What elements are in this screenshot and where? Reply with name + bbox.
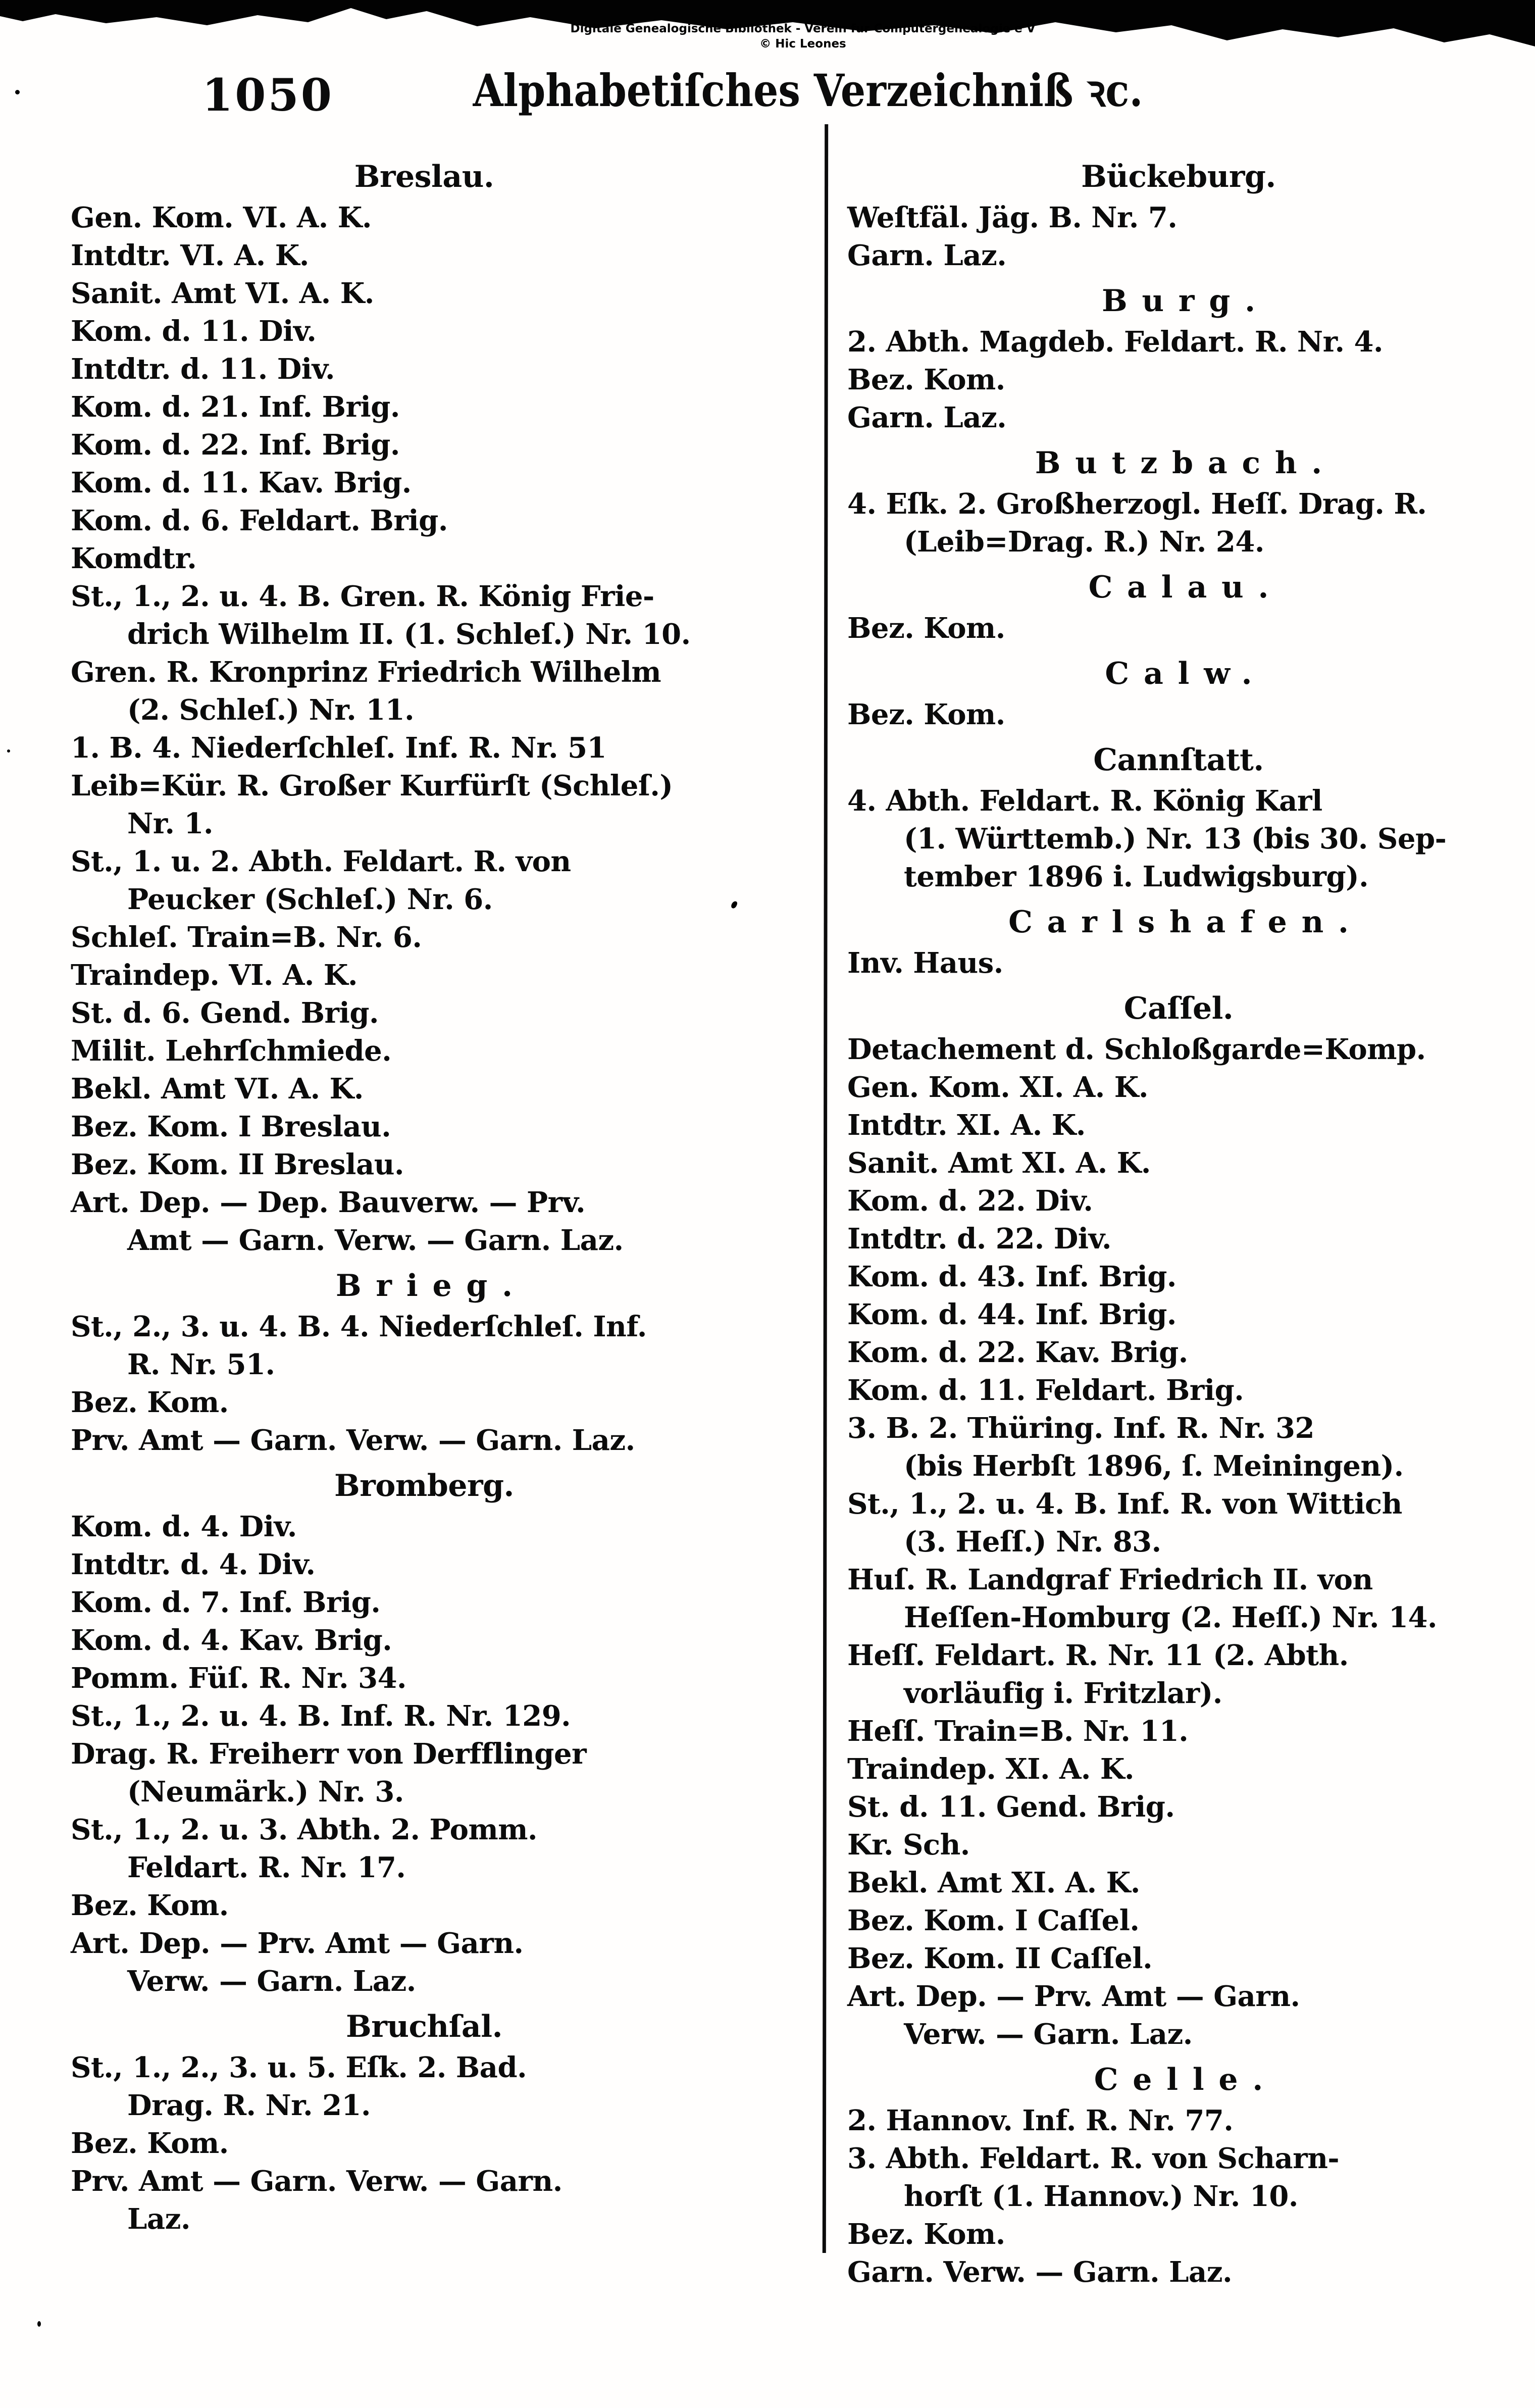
entry-line: Kom. d. 11. Feldart. Brig. bbox=[847, 1374, 1244, 1407]
entry-line: Schleſ. Train=B. Nr. 6. bbox=[71, 921, 422, 954]
section-heading: Bückeburg. bbox=[1081, 159, 1276, 194]
left-column bbox=[71, 150, 778, 2238]
entry-line: Bez. Kom. bbox=[847, 698, 1005, 731]
entry-line: Bez. Kom. bbox=[847, 363, 1005, 396]
entry-line: Kom. d. 11. Kav. Brig. bbox=[71, 466, 412, 499]
entry-line: Kom. d. 22. Inf. Brig. bbox=[71, 428, 400, 462]
entry-line: Leib=Kür. R. Großer Kurfürſt (Schleſ.) bbox=[71, 769, 673, 802]
entry-line: Gen. Kom. VI. A. K. bbox=[71, 201, 372, 234]
entry-line: Intdtr. d. 11. Div. bbox=[71, 353, 335, 386]
entry-line: Intdtr. d. 22. Div. bbox=[847, 1222, 1111, 1256]
entry-line: (1. Württemb.) Nr. 13 (bis 30. Sep- bbox=[904, 822, 1447, 856]
entry-line: Kom. d. 43. Inf. Brig. bbox=[847, 1260, 1176, 1293]
entry-line: 2. Abth. Magdeb. Feldart. R. Nr. 4. bbox=[847, 325, 1383, 359]
entry-line: 3. B. 2. Thüring. Inf. R. Nr. 32 bbox=[847, 1412, 1314, 1445]
entry-line: Verw. — Garn. Laz. bbox=[904, 2018, 1193, 2051]
entry-line: Kom. d. 7. Inf. Brig. bbox=[71, 1586, 381, 1619]
entry-line: Detachement d. Schloßgarde=Komp. bbox=[847, 1033, 1426, 1066]
section-heading: Butzbach. bbox=[1035, 445, 1337, 481]
entry-line: Kom. d. 4. Div. bbox=[71, 1510, 297, 1543]
entry-line: (Leib=Drag. R.) Nr. 24. bbox=[904, 525, 1264, 559]
entry-line: Feldart. R. Nr. 17. bbox=[127, 1851, 406, 1884]
entry-line: tember 1896 i. Ludwigsburg). bbox=[904, 860, 1369, 893]
entry-line: Kom. d. 22. Div. bbox=[847, 1184, 1093, 1218]
entry-line: Kr. Sch. bbox=[847, 1828, 970, 1862]
entry-line: Bez. Kom. bbox=[847, 2218, 1005, 2251]
entry-line: St., 1., 2. u. 4. B. Inf. R. Nr. 129. bbox=[71, 1699, 571, 1733]
entry-line: Bez. Kom. bbox=[847, 612, 1005, 645]
entry-line: Pomm. Füſ. R. Nr. 34. bbox=[71, 1662, 407, 1695]
entry-line: Intdtr. VI. A. K. bbox=[71, 239, 309, 272]
entry-line: 4. Abth. Feldart. R. König Karl bbox=[847, 784, 1322, 818]
entry-line: Kom. d. 22. Kav. Brig. bbox=[847, 1336, 1188, 1369]
entry-line: 2. Hannov. Inf. R. Nr. 77. bbox=[847, 2104, 1234, 2137]
entry-line: Bez. Kom. II Breslau. bbox=[71, 1148, 404, 1181]
entry-line: Kom. d. 4. Kav. Brig. bbox=[71, 1624, 392, 1657]
entry-line: Bez. Kom. bbox=[71, 2127, 229, 2160]
entry-line: (bis Herbſt 1896, ſ. Meiningen). bbox=[904, 1449, 1404, 1483]
entry-line: Gren. R. Kronprinz Friedrich Wilhelm bbox=[71, 656, 661, 689]
entry-line: Art. Dep. — Prv. Amt — Garn. bbox=[71, 1927, 524, 1960]
entry-line: Verw. — Garn. Laz. bbox=[127, 1965, 416, 1998]
section-heading: Burg. bbox=[1102, 283, 1270, 319]
entry-line: Amt — Garn. Verw. — Garn. Laz. bbox=[127, 1224, 624, 1257]
entry-line: Prv. Amt — Garn. Verw. — Garn. Laz. bbox=[71, 1424, 635, 1457]
entry-line: Huſ. R. Landgraf Friedrich II. von bbox=[847, 1563, 1373, 1596]
entry-line: St., 1., 2. u. 4. B. Inf. R. von Wittich bbox=[847, 1487, 1402, 1521]
entry-line: (3. Heſſ.) Nr. 83. bbox=[904, 1525, 1161, 1559]
entry-line: Art. Dep. — Dep. Bauverw. — Prv. bbox=[71, 1186, 586, 1219]
entry-line: Bekl. Amt VI. A. K. bbox=[71, 1072, 364, 1106]
entry-line: Prv. Amt — Garn. Verw. — Garn. bbox=[71, 2165, 562, 2198]
watermark-line2: © Hic Leones bbox=[759, 37, 846, 51]
right-column bbox=[847, 150, 1510, 2291]
entry-line: Bez. Kom. II Caſſel. bbox=[847, 1942, 1153, 1975]
entry-line: Inv. Haus. bbox=[847, 946, 1003, 980]
entry-line: Bez. Kom. bbox=[71, 1386, 229, 1419]
entry-line: horſt (1. Hannov.) Nr. 10. bbox=[904, 2180, 1298, 2213]
entry-line: 1. B. 4. Niederſchleſ. Inf. R. Nr. 51 bbox=[71, 731, 607, 765]
entry-line: Heſſen-Homburg (2. Heſſ.) Nr. 14. bbox=[904, 1601, 1437, 1634]
entry-line: Drag. R. Freiherr von Derfflinger bbox=[71, 1737, 587, 1771]
entry-line: R. Nr. 51. bbox=[127, 1348, 275, 1381]
section-heading: Calau. bbox=[1088, 570, 1284, 605]
section-heading: Celle. bbox=[1094, 2062, 1278, 2097]
section-heading: Caſſel. bbox=[1123, 991, 1234, 1026]
entry-line: Bez. Kom. I Caſſel. bbox=[847, 1904, 1140, 1937]
entry-line: Milit. Lehrſchmiede. bbox=[71, 1034, 392, 1068]
entry-line: Traindep. XI. A. K. bbox=[847, 1752, 1135, 1786]
section-heading: Brieg. bbox=[335, 1268, 527, 1303]
entry-line: Peucker (Schleſ.) Nr. 6. bbox=[127, 883, 493, 916]
entry-line: Garn. Verw. — Garn. Laz. bbox=[847, 2255, 1233, 2289]
scan-speck bbox=[15, 90, 20, 94]
entry-line: Kom. d. 44. Inf. Brig. bbox=[847, 1298, 1176, 1331]
entry-line: (2. Schleſ.) Nr. 11. bbox=[127, 693, 415, 727]
entry-line: Garn. Laz. bbox=[847, 401, 1007, 434]
page-title: Alphabetiſches Verzeichniß ꝛc. bbox=[473, 64, 1143, 117]
entry-line: Intdtr. XI. A. K. bbox=[847, 1109, 1086, 1142]
entry-line: Kom. d. 21. Inf. Brig. bbox=[71, 390, 400, 424]
entry-line: St., 1. u. 2. Abth. Feldart. R. von bbox=[71, 845, 571, 878]
entry-line: Heſſ. Feldart. R. Nr. 11 (2. Abth. bbox=[847, 1639, 1349, 1672]
entry-line: Weſtfäl. Jäg. B. Nr. 7. bbox=[847, 201, 1178, 234]
entry-line: 3. Abth. Feldart. R. von Scharn- bbox=[847, 2142, 1340, 2175]
entry-line: Sanit. Amt VI. A. K. bbox=[71, 277, 374, 310]
entry-line: Kom. d. 11. Div. bbox=[71, 315, 317, 348]
entry-line: Garn. Laz. bbox=[847, 239, 1007, 272]
entry-line: Bez. Kom. bbox=[71, 1889, 229, 1922]
section-heading: Cannſtatt. bbox=[1093, 742, 1264, 778]
section-heading: Calw. bbox=[1105, 656, 1267, 691]
section-heading: Carlshafen. bbox=[1008, 905, 1363, 940]
entry-line: drich Wilhelm II. (1. Schleſ.) Nr. 10. bbox=[127, 618, 691, 651]
entry-line: Drag. R. Nr. 21. bbox=[127, 2089, 371, 2122]
entry-line: Art. Dep. — Prv. Amt — Garn. bbox=[847, 1980, 1300, 2013]
entry-line: (Neumärk.) Nr. 3. bbox=[127, 1775, 404, 1809]
entry-line: St. d. 11. Gend. Brig. bbox=[847, 1790, 1175, 1824]
entry-line: St., 1., 2. u. 4. B. Gren. R. König Frie- bbox=[71, 580, 654, 613]
entry-line: Kom. d. 6. Feldart. Brig. bbox=[71, 504, 448, 537]
entry-line: St., 2., 3. u. 4. B. 4. Niederſchleſ. Inf. bbox=[71, 1310, 647, 1343]
scan-speck bbox=[37, 2321, 41, 2327]
entry-line: Heſſ. Train=B. Nr. 11. bbox=[847, 1715, 1189, 1748]
entry-line: vorläufig i. Fritzlar). bbox=[904, 1677, 1222, 1710]
page-number: 1050 bbox=[202, 69, 334, 121]
entry-line: Nr. 1. bbox=[127, 807, 214, 840]
library-watermark bbox=[570, 21, 1035, 52]
entry-line: Komdtr. bbox=[71, 542, 197, 575]
entry-line: Bez. Kom. I Breslau. bbox=[71, 1110, 391, 1143]
entry-line: St., 1., 2. u. 3. Abth. 2. Pomm. bbox=[71, 1813, 537, 1846]
scan-speck bbox=[7, 749, 10, 752]
entry-line: Laz. bbox=[127, 2202, 190, 2236]
section-heading: Bromberg. bbox=[334, 1468, 514, 1503]
entry-line: St., 1., 2., 3. u. 5. Eſk. 2. Bad. bbox=[71, 2051, 527, 2084]
entry-line: 4. Eſk. 2. Großherzogl. Heſſ. Drag. R. bbox=[847, 487, 1427, 521]
entry-line: St. d. 6. Gend. Brig. bbox=[71, 996, 379, 1030]
section-heading: Bruchſal. bbox=[346, 2009, 502, 2044]
section-heading: Breslau. bbox=[354, 159, 494, 194]
entry-line: Bekl. Amt XI. A. K. bbox=[847, 1866, 1140, 1899]
column-divider-rule bbox=[823, 124, 828, 2253]
entry-line: Intdtr. d. 4. Div. bbox=[71, 1548, 316, 1581]
entry-line: Gen. Kom. XI. A. K. bbox=[847, 1071, 1148, 1104]
entry-line: Traindep. VI. A. K. bbox=[71, 959, 358, 992]
entry-line: Sanit. Amt XI. A. K. bbox=[847, 1146, 1151, 1180]
watermark-line1: Digitale Genealogische Bibliothek - Verein fur Computergenealogie e V bbox=[570, 22, 1036, 35]
